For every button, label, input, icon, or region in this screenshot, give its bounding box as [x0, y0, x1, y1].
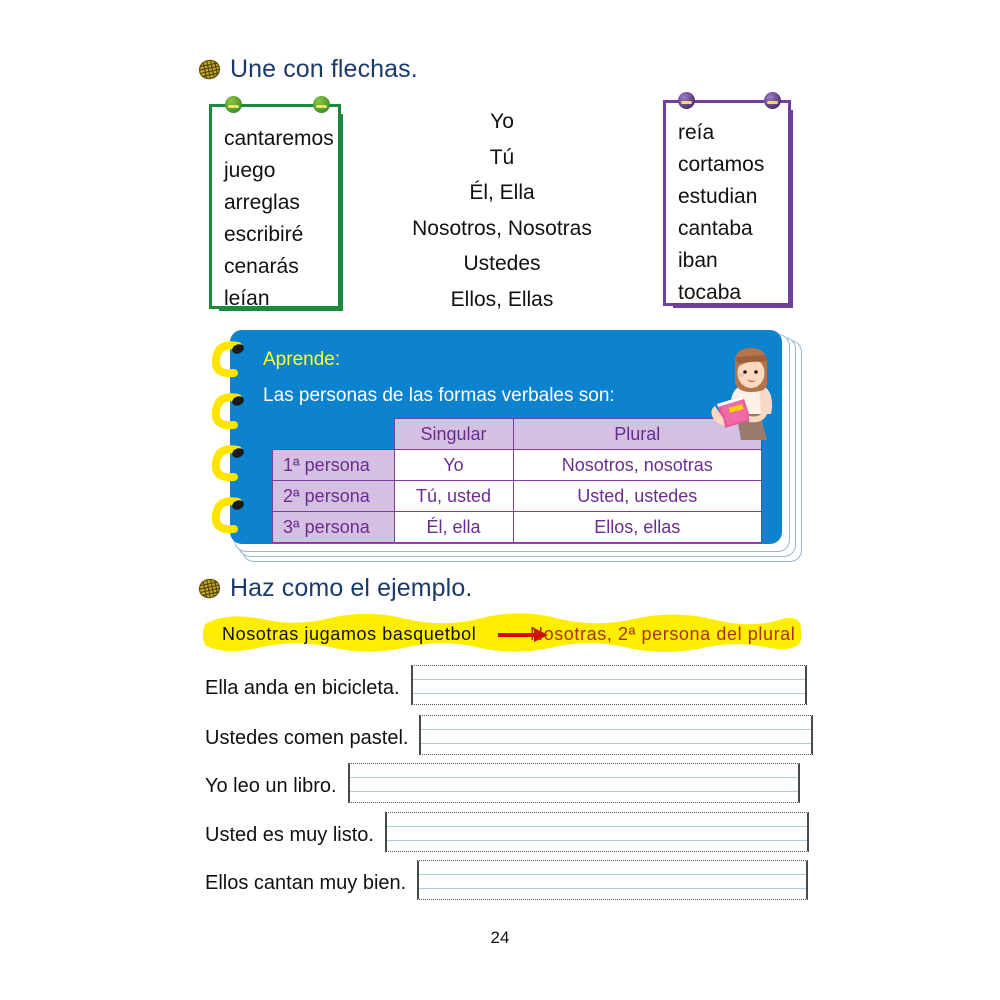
- list-item: arreglas: [224, 191, 300, 214]
- card-shadow-right: [788, 110, 793, 308]
- example-row: [200, 610, 805, 655]
- aprende-intro-text: Las personas de las formas verbales son:: [263, 385, 615, 406]
- list-item: cenarás: [224, 255, 299, 278]
- aprende-panel: [230, 330, 800, 565]
- list-item: Nosotros, Nosotras: [412, 216, 592, 240]
- table-row: [273, 481, 762, 512]
- list-item: tocaba: [678, 281, 742, 304]
- cell-singular: Él, ella: [394, 512, 513, 543]
- table-row: [273, 512, 762, 543]
- exercise-item-1: [205, 665, 807, 705]
- list-item: Él, Ella: [469, 181, 535, 204]
- table-corner-cell: [273, 419, 395, 450]
- row-header: 3ª persona: [273, 512, 395, 543]
- list-item: juego: [224, 159, 276, 182]
- exercise-sentence: Usted es muy listo.: [205, 824, 374, 846]
- persona-table: [272, 418, 762, 543]
- writing-area[interactable]: [419, 715, 813, 755]
- spiral-ring-1-icon: [208, 340, 254, 380]
- list-item: cortamos: [678, 153, 765, 176]
- spiral-ring-4-icon: [208, 496, 254, 536]
- rule-line: [413, 679, 805, 680]
- list-item: Yo: [490, 110, 514, 133]
- rule-line: [421, 729, 811, 730]
- rule-line: [421, 743, 811, 744]
- list-item: cantaremos: [224, 127, 334, 150]
- writing-area[interactable]: [348, 763, 800, 803]
- pushpin-icon-left-1: [225, 96, 242, 113]
- list-item: escribiré: [224, 223, 304, 246]
- card-shadow-right: [338, 114, 343, 311]
- aprende-label: Aprende:: [263, 349, 341, 370]
- verb-list-right: [678, 117, 788, 309]
- row-header: 1ª persona: [273, 450, 395, 481]
- table-row: [273, 450, 762, 481]
- page-number: 24: [490, 928, 510, 947]
- cell-singular: Yo: [394, 450, 513, 481]
- list-item: estudian: [678, 185, 758, 208]
- writing-area[interactable]: [385, 812, 809, 852]
- girl-reading-book-icon: [697, 344, 793, 450]
- exercise1-heading: [198, 55, 418, 84]
- cell-plural: Ellos, ellas: [513, 512, 762, 543]
- writing-area[interactable]: [417, 860, 808, 900]
- example-left-text: Nosotras jugamos basquetbol: [222, 624, 477, 644]
- list-item: Ellos, Ellas: [450, 287, 554, 311]
- exercise-sentence: Ellos cantan muy bien.: [205, 872, 407, 894]
- list-item: Ustedes: [463, 252, 541, 275]
- exercise-sentence: Yo leo un libro.: [205, 775, 337, 797]
- rule-line: [419, 888, 806, 889]
- list-item: Tú: [489, 145, 515, 169]
- list-item: iban: [678, 249, 718, 272]
- exercise-sentence: Ella anda en bicicleta.: [205, 677, 400, 699]
- exercise-item-2: [205, 715, 813, 755]
- table-header-row: [273, 419, 762, 450]
- spiral-ring-3-icon: [208, 444, 254, 484]
- rule-line: [387, 826, 807, 827]
- cell-singular: Tú, usted: [394, 481, 513, 512]
- pronoun-column: [382, 104, 622, 317]
- cell-plural: Usted, ustedes: [513, 481, 762, 512]
- exercise1-title: Une con flechas.: [230, 55, 418, 83]
- exercise-item-5: [205, 860, 808, 900]
- rule-line: [350, 777, 798, 778]
- cone-bullet-icon: [196, 576, 223, 601]
- verb-card-left: [209, 104, 341, 309]
- list-item: leían: [224, 287, 270, 310]
- column-header-plural: Plural: [513, 419, 762, 450]
- exercise-item-3: [205, 763, 800, 803]
- cell-plural: Nosotros, nosotras: [513, 450, 762, 481]
- exercise2-title: Haz como el ejemplo.: [230, 574, 473, 602]
- verb-card-right: [663, 100, 791, 306]
- list-item: cantaba: [678, 217, 753, 240]
- list-item: reía: [678, 121, 715, 144]
- rule-line: [387, 840, 807, 841]
- exercise-sentence: Ustedes comen pastel.: [205, 727, 409, 749]
- pushpin-icon-left-2: [313, 96, 330, 113]
- cone-bullet-icon: [196, 57, 223, 82]
- pushpin-icon-right-1: [678, 92, 695, 109]
- row-header: 2ª persona: [273, 481, 395, 512]
- exercise2-heading: [198, 574, 472, 603]
- rule-line: [350, 791, 798, 792]
- example-right-text: Nosotras, 2ª persona del plural: [530, 624, 796, 644]
- rule-line: [419, 874, 806, 875]
- rule-line: [413, 693, 805, 694]
- spiral-ring-2-icon: [208, 392, 254, 432]
- writing-area[interactable]: [411, 665, 807, 705]
- pushpin-icon-right-2: [764, 92, 781, 109]
- verb-list-left: [224, 123, 338, 315]
- exercise-item-4: [205, 812, 809, 852]
- column-header-singular: Singular: [394, 419, 513, 450]
